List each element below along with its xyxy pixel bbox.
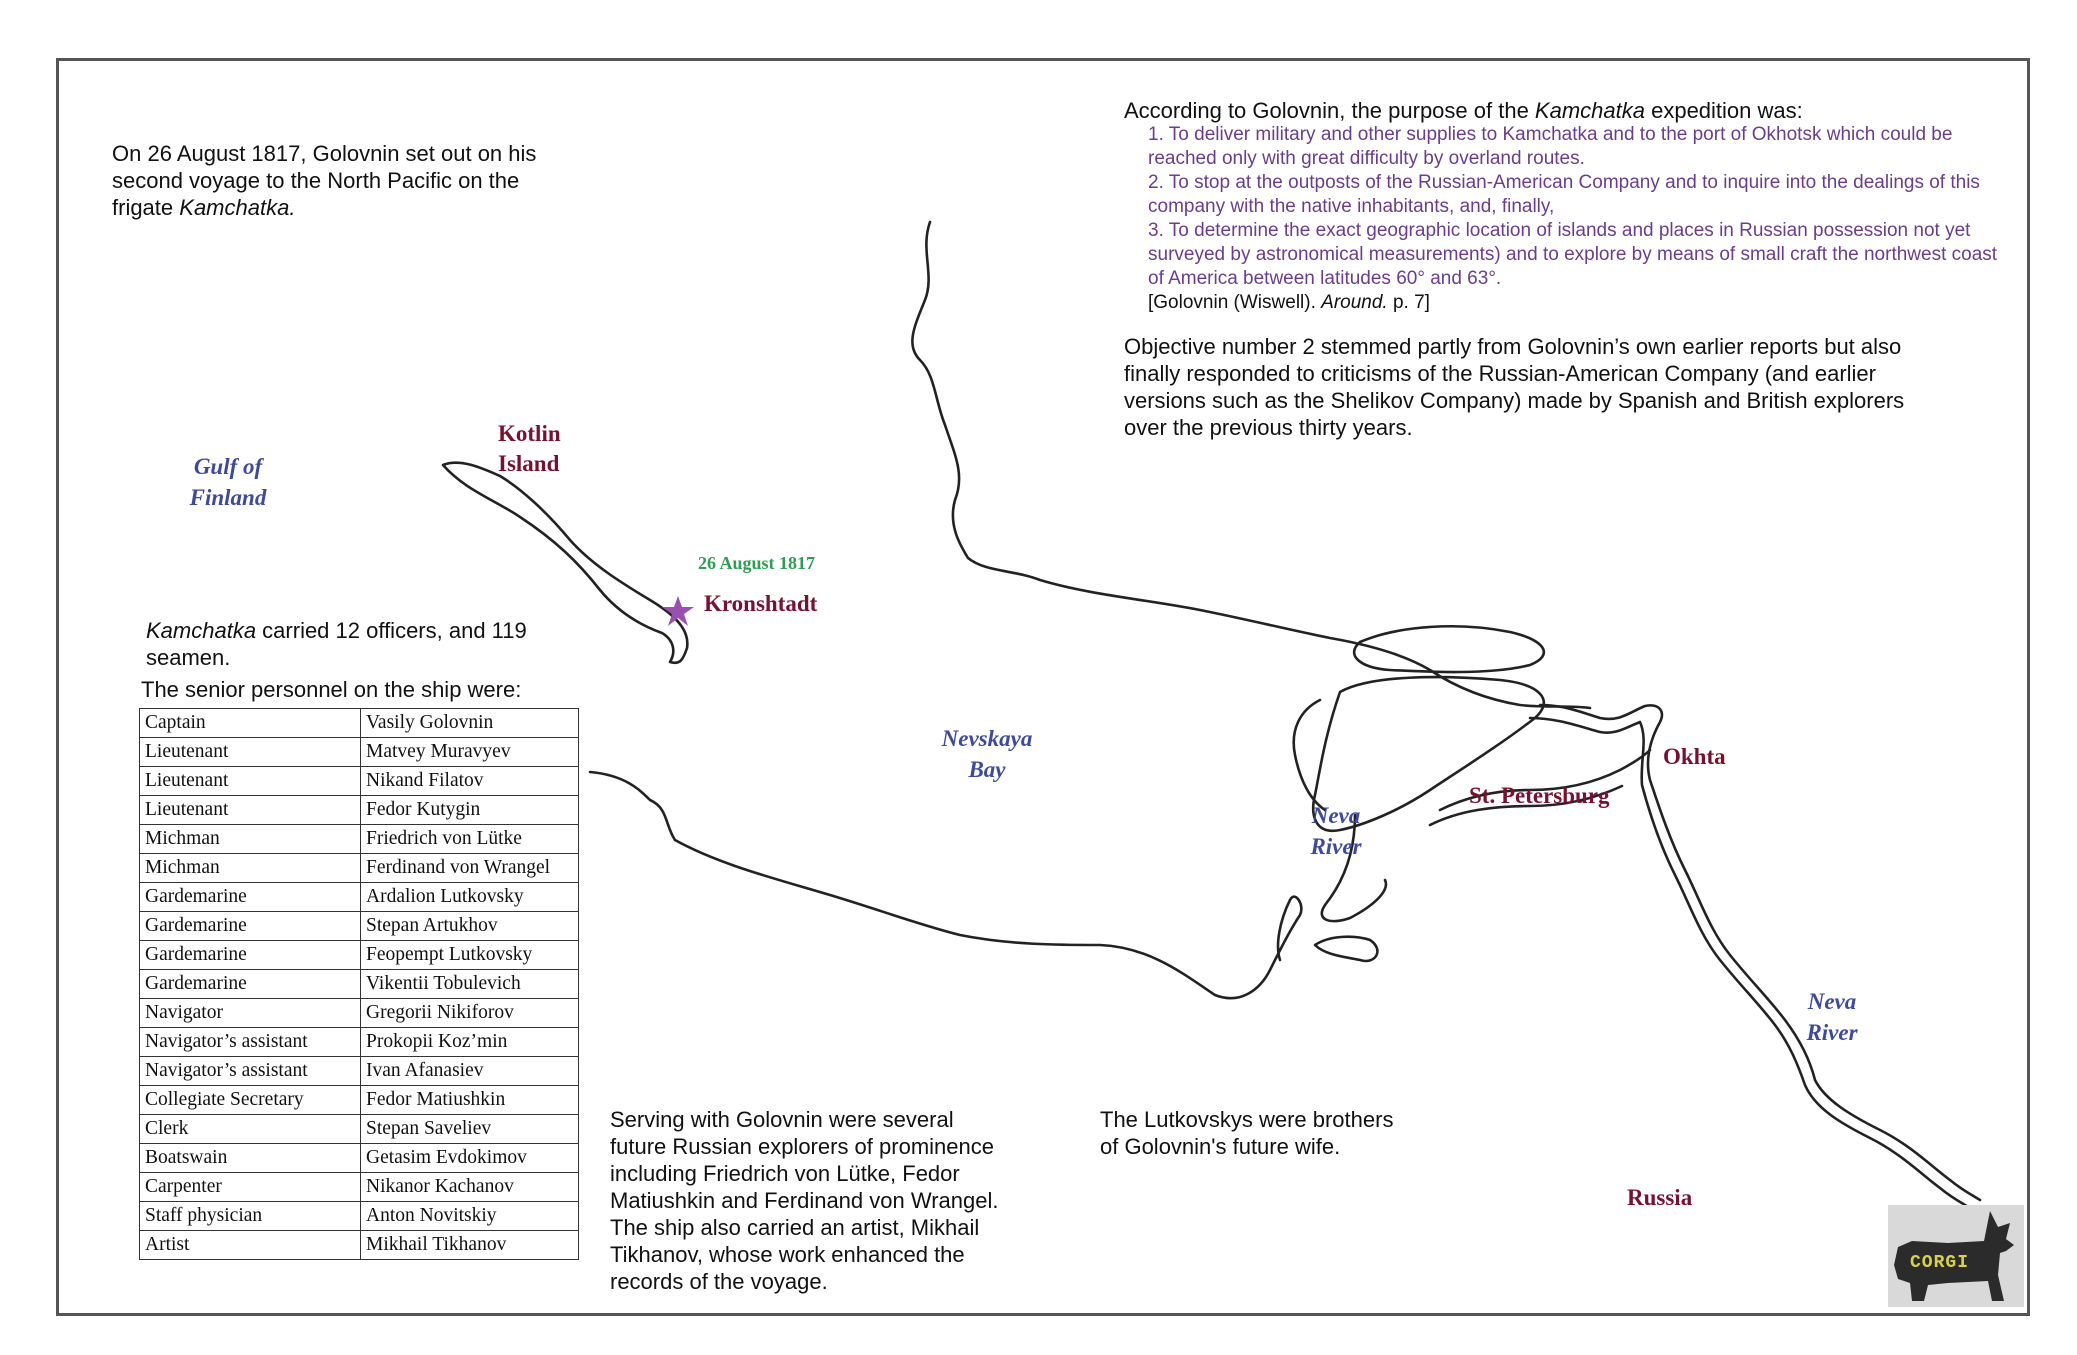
crew-row <box>140 883 579 912</box>
purpose-citation <box>1148 291 2008 315</box>
crew-name-cell: Ferdinand von Wrangel <box>361 854 579 883</box>
lutkovsky-line-1: The Lutkovskys were brothers <box>1100 1107 1394 1132</box>
crew-row <box>140 999 579 1028</box>
intro-line-1: On 26 August 1817, Golovnin set out on his <box>112 141 537 166</box>
crew-row <box>140 1202 579 1231</box>
crew-row <box>140 709 579 738</box>
crew-role-cell: Michman <box>140 854 361 883</box>
crew-role-cell: Michman <box>140 825 361 854</box>
crew-row <box>140 1231 579 1260</box>
label-neva-river-southeast <box>1796 986 1868 1048</box>
crew-note-line-2: seamen. <box>146 645 231 670</box>
crew-role-cell: Captain <box>140 709 361 738</box>
objective-line-3: versions such as the Shelikov Company) made by Spanish and British explorers <box>1124 388 1905 413</box>
crew-role-cell: Boatswain <box>140 1144 361 1173</box>
objective-line-1: Objective number 2 stemmed partly from Golovnin’s own earlier reports but also <box>1124 334 1902 359</box>
crew-heading: The senior personnel on the ship were: <box>141 677 522 702</box>
crew-table <box>139 708 579 1260</box>
crew-role-cell: Gardemarine <box>140 883 361 912</box>
crew-row <box>140 854 579 883</box>
purpose-lead-prefix: According to Golovnin, the purpose of the <box>1124 98 1535 123</box>
crew-name-cell: Stepan Saveliev <box>361 1115 579 1144</box>
crew-role-cell: Navigator’s assistant <box>140 1028 361 1057</box>
crew-row <box>140 912 579 941</box>
explorers-note <box>610 1106 998 1295</box>
objective-line-2: finally responded to criticisms of the Russian-American Company (and earlier <box>1124 361 1876 386</box>
explorers-line-3: including Friedrich von Lütke, Fedor <box>610 1161 960 1186</box>
citation-title: Around. <box>1321 292 1388 313</box>
label-neva-2-line-2: River <box>1806 1020 1858 1045</box>
purpose-lead <box>1124 97 1803 124</box>
crew-role-cell: Lieutenant <box>140 738 361 767</box>
intro-line-3 <box>112 194 536 221</box>
intro-text <box>112 140 536 221</box>
crew-role-cell: Gardemarine <box>140 941 361 970</box>
crew-name-cell: Fedor Matiushkin <box>361 1086 579 1115</box>
label-bay-line-2: Bay <box>968 757 1006 782</box>
label-kotlin-line-2: Island <box>498 451 560 476</box>
crew-name-cell: Vikentii Tobulevich <box>361 970 579 999</box>
crew-name-cell: Friedrich von Lütke <box>361 825 579 854</box>
label-neva-river-delta <box>1300 800 1372 862</box>
citation-suffix: p. 7] <box>1387 292 1430 313</box>
crew-name-cell: Ardalion Lutkovsky <box>361 883 579 912</box>
crew-role-cell: Lieutenant <box>140 767 361 796</box>
crew-name-cell: Fedor Kutygin <box>361 796 579 825</box>
objective-line-4: over the previous thirty years. <box>1124 415 1413 440</box>
crew-row <box>140 1028 579 1057</box>
small-island <box>1315 937 1377 961</box>
crew-role-cell: Clerk <box>140 1115 361 1144</box>
crew-name-cell: Stepan Artukhov <box>361 912 579 941</box>
crew-row <box>140 825 579 854</box>
explorers-line-5: The ship also carried an artist, Mikhail <box>610 1215 980 1240</box>
label-russia: Russia <box>1627 1185 1693 1210</box>
label-nevskaya-bay <box>922 723 1052 785</box>
crew-note-line-1 <box>146 617 527 644</box>
explorers-line-7: records of the voyage. <box>610 1269 828 1294</box>
crew-row <box>140 1144 579 1173</box>
crew-name-cell: Feopempt Lutkovsky <box>361 941 579 970</box>
crew-role-cell: Navigator <box>140 999 361 1028</box>
crew-name-cell: Anton Novitskiy <box>361 1202 579 1231</box>
lutkovsky-note <box>1100 1106 1393 1160</box>
crew-row <box>140 970 579 999</box>
intro-ship-name: Kamchatka. <box>179 195 296 220</box>
label-neva-2-line-1: Neva <box>1807 989 1857 1014</box>
crew-role-cell: Lieutenant <box>140 796 361 825</box>
label-kotlin <box>498 419 561 479</box>
south-shore <box>590 772 1301 998</box>
lutkovsky-line-2: of Golovnin's future wife. <box>1100 1134 1341 1159</box>
crew-name-cell: Nikand Filatov <box>361 767 579 796</box>
crew-name-cell: Gregorii Nikiforov <box>361 999 579 1028</box>
purpose-lead-suffix: expedition was: <box>1644 98 1803 123</box>
label-okhta: Okhta <box>1663 744 1726 769</box>
crew-name-cell: Getasim Evdokimov <box>361 1144 579 1173</box>
objective-text <box>1124 333 1904 441</box>
crew-note-line-1-suffix: carried 12 officers, and 119 <box>256 618 527 643</box>
label-kronshtadt: Kronshtadt <box>704 591 818 616</box>
purpose-item-3: 3. To determine the exact geographic location of islands and places in Russian possession not yet surveyed by astronomical measurements) and to explore by means of small craft the northwest coast of America between latitudes 60° and 63°. <box>1148 220 1998 289</box>
crew-row <box>140 1086 579 1115</box>
crew-row <box>140 1057 579 1086</box>
crew-table-body <box>140 709 579 1260</box>
label-neva-1-line-2: River <box>1310 834 1362 859</box>
crew-name-cell: Matvey Muravyev <box>361 738 579 767</box>
crew-row <box>140 738 579 767</box>
crew-role-cell: Navigator’s assistant <box>140 1057 361 1086</box>
crew-role-cell: Collegiate Secretary <box>140 1086 361 1115</box>
label-bay-line-1: Nevskaya <box>941 726 1033 751</box>
purpose-item-1: 1. To deliver military and other supplies to Kamchatka and to the port of Okhotsk which could be reached only with great difficulty by overland routes. <box>1148 124 1953 169</box>
explorers-line-1: Serving with Golovnin were several <box>610 1107 954 1132</box>
crew-name-cell: Vasily Golovnin <box>361 709 579 738</box>
neva-river-north-bank <box>1540 705 1980 1200</box>
crew-note <box>146 617 527 671</box>
crew-name-cell: Prokopii Koz’min <box>361 1028 579 1057</box>
purpose-item-2: 2. To stop at the outposts of the Russian-American Company and to inquire into the dealings of this company with the native inhabitants, and, finally, <box>1148 172 1980 217</box>
explorers-line-2: future Russian explorers of prominence <box>610 1134 994 1159</box>
label-gulf-line-2: Finland <box>189 485 267 510</box>
crew-role-cell: Staff physician <box>140 1202 361 1231</box>
corgi-logo-text: CORGI <box>1910 1253 1970 1273</box>
purpose-ship-name: Kamchatka <box>1534 98 1645 123</box>
crew-role-cell: Gardemarine <box>140 912 361 941</box>
crew-row <box>140 796 579 825</box>
label-gulf-of-finland <box>168 451 288 513</box>
crew-row <box>140 767 579 796</box>
crew-name-cell: Mikhail Tikhanov <box>361 1231 579 1260</box>
crew-name-cell: Ivan Afanasiev <box>361 1057 579 1086</box>
crew-role-cell: Gardemarine <box>140 970 361 999</box>
corgi-logo <box>1888 1205 2024 1307</box>
label-kotlin-line-1: Kotlin <box>498 421 561 446</box>
citation-prefix: [Golovnin (Wiswell). <box>1148 292 1322 313</box>
label-departure-date: 26 August 1817 <box>698 553 816 573</box>
label-neva-1-line-1: Neva <box>1311 803 1361 828</box>
crew-name-cell: Nikanor Kachanov <box>361 1173 579 1202</box>
crew-role-cell: Artist <box>140 1231 361 1260</box>
label-gulf-line-1: Gulf of <box>193 454 263 479</box>
label-st-petersburg: St. Petersburg <box>1469 783 1610 808</box>
crew-row <box>140 941 579 970</box>
crew-row <box>140 1115 579 1144</box>
crew-row <box>140 1173 579 1202</box>
explorers-line-6: Tikhanov, whose work enhanced the <box>610 1242 965 1267</box>
purpose-list <box>1148 123 2008 315</box>
intro-line-2: second voyage to the North Pacific on the <box>112 168 520 193</box>
crew-note-ship-name: Kamchatka <box>146 618 257 643</box>
explorers-line-4: Matiushkin and Ferdinand von Wrangel. <box>610 1188 999 1213</box>
crew-role-cell: Carpenter <box>140 1173 361 1202</box>
intro-line-3-prefix: frigate <box>112 195 180 220</box>
